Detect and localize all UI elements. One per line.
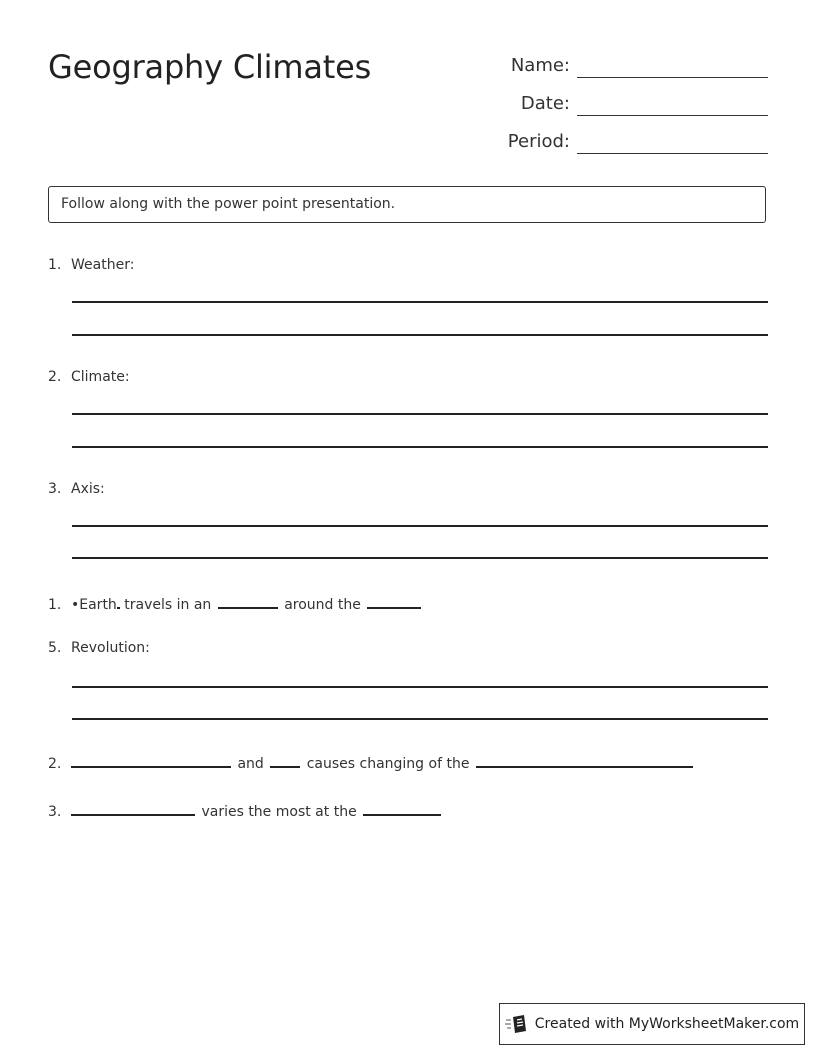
footer-text: Created with MyWorksheetMaker.com <box>534 1016 800 1032</box>
question-earth-travels <box>48 593 423 613</box>
question-number: 5. <box>48 640 62 656</box>
name-label: Name: <box>510 55 570 76</box>
question-number: 3. <box>48 481 62 497</box>
answer-line[interactable] <box>72 525 768 527</box>
period-input-line[interactable] <box>577 153 768 154</box>
fill-blank[interactable] <box>363 800 441 816</box>
answer-line[interactable] <box>72 301 768 303</box>
fill-blank[interactable] <box>476 752 693 768</box>
footer-badge[interactable] <box>499 1003 805 1045</box>
instructions-box: Follow along with the power point presentation. <box>48 186 766 223</box>
period-field[interactable] <box>490 124 768 154</box>
fill-blank[interactable] <box>270 752 300 768</box>
answer-line[interactable] <box>72 446 768 448</box>
answer-line[interactable] <box>72 334 768 336</box>
question-revolution <box>48 640 150 656</box>
question-text: travels in an <box>119 597 212 613</box>
name-input-line[interactable] <box>577 77 768 78</box>
question-varies <box>48 800 443 820</box>
question-climate <box>48 369 130 385</box>
question-seasons <box>48 752 695 772</box>
answer-line[interactable] <box>72 413 768 415</box>
question-text: and <box>237 756 264 772</box>
fill-blank[interactable] <box>218 593 278 609</box>
name-field[interactable] <box>490 48 768 78</box>
question-text: Axis: <box>71 481 105 497</box>
question-number: 3. <box>48 804 62 820</box>
date-label: Date: <box>520 93 570 114</box>
question-text: causes changing of the <box>306 756 470 772</box>
question-text: •Earth <box>71 597 117 613</box>
answer-line[interactable] <box>72 718 768 720</box>
question-text: Climate: <box>71 369 130 385</box>
worksheet-title: Geography Climates <box>48 48 372 86</box>
fill-blank[interactable] <box>71 752 231 768</box>
question-text: varies the most at the <box>201 804 357 820</box>
question-text: around the <box>284 597 361 613</box>
question-number: 2. <box>48 369 62 385</box>
question-weather <box>48 257 134 273</box>
date-field[interactable] <box>490 86 768 116</box>
question-number: 1. <box>48 597 62 613</box>
fill-blank[interactable] <box>71 800 195 816</box>
worksheet-maker-logo-icon <box>505 1013 529 1035</box>
answer-line[interactable] <box>72 686 768 688</box>
period-label: Period: <box>507 131 570 152</box>
question-text: Revolution: <box>71 640 150 656</box>
question-number: 2. <box>48 756 62 772</box>
question-axis <box>48 481 105 497</box>
question-text: Weather: <box>71 257 135 273</box>
fill-blank[interactable] <box>367 593 421 609</box>
question-number: 1. <box>48 257 62 273</box>
date-input-line[interactable] <box>577 115 768 116</box>
answer-line[interactable] <box>72 557 768 559</box>
